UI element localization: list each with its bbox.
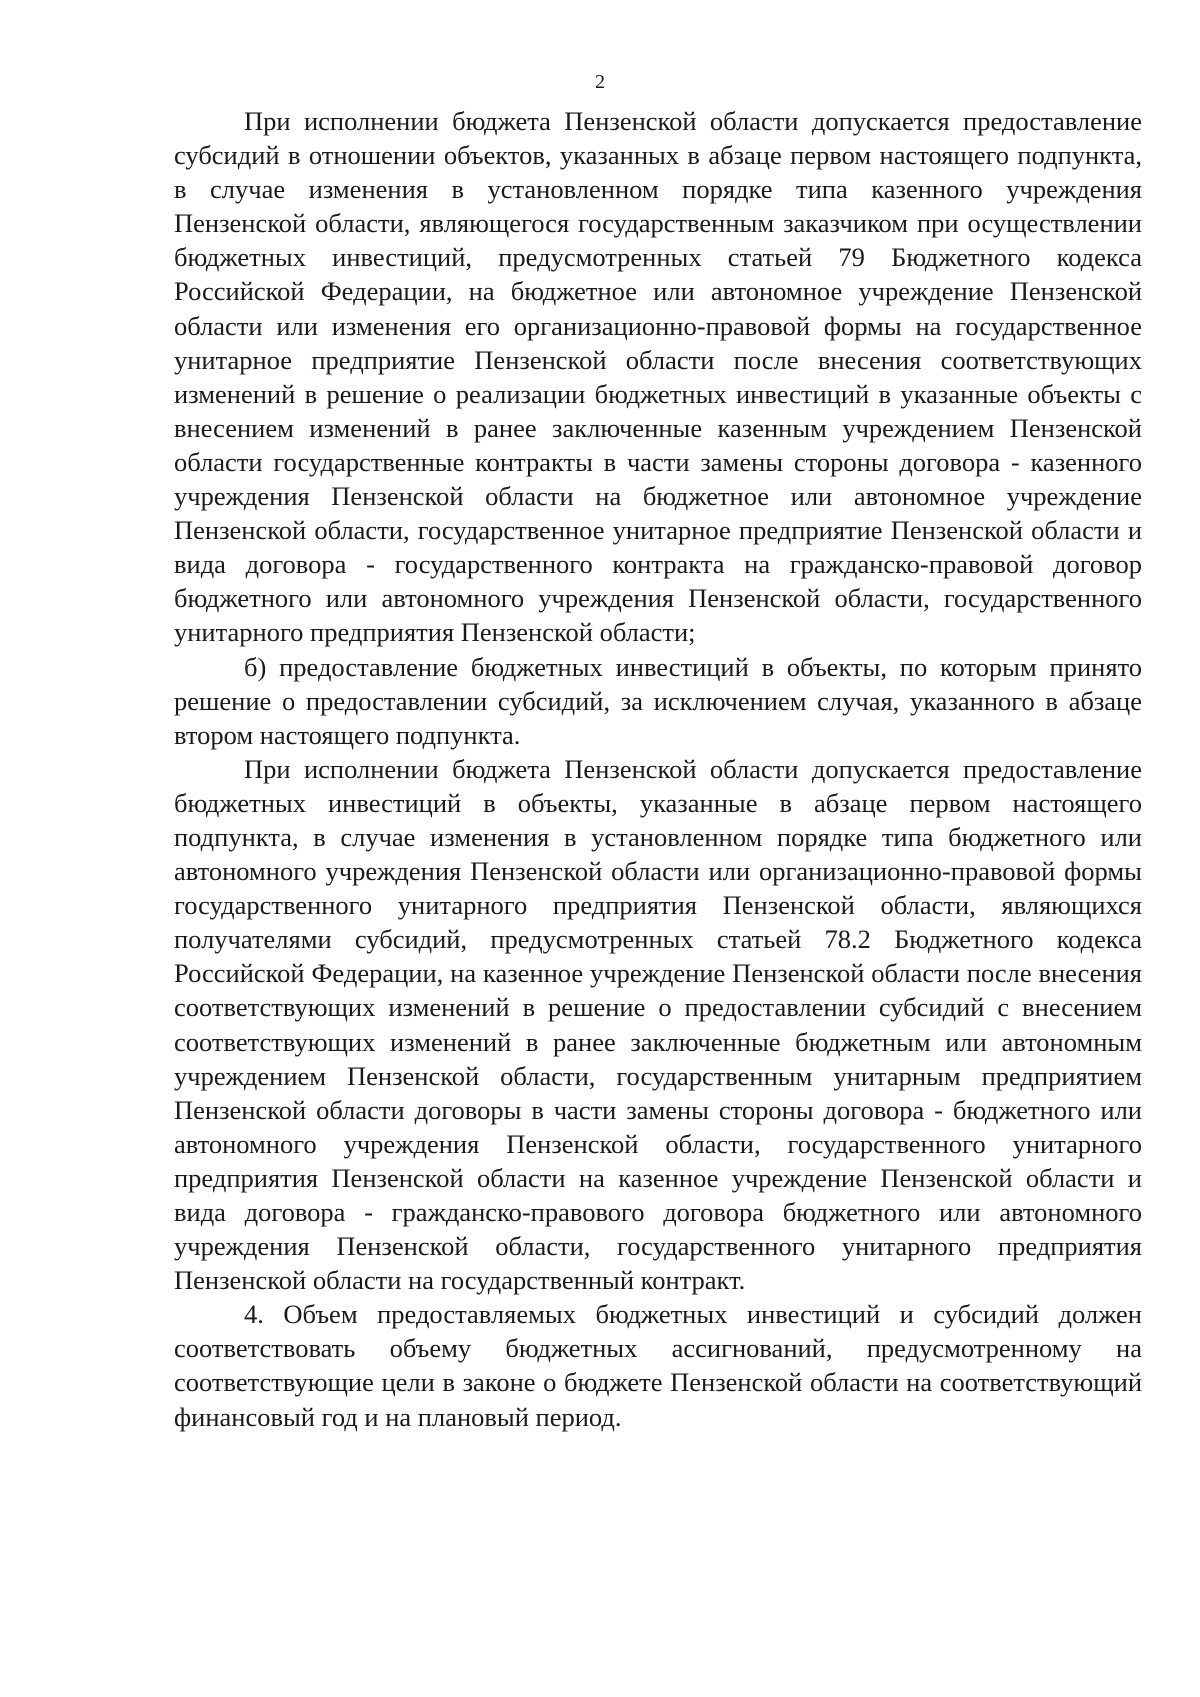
paragraph-subsidies-exception: При исполнении бюджета Пензенской области допускается предоставление субсидий в отношении объектов, указанных в абзаце первом настоящего подпункта, в случае изменения в установленном порядке типа казенного учреждения Пензенской области, являющегося государственным заказчиком при осуществлении бюджетных инвестиций, предусмотренных статьей 79 Бюджетного кодекса Российской Федерации, на бюджетное или автономное учреждение Пензенской области или изменения его организационно-правовой формы на государственное унитарное предприятие Пензенской области после внесения соответствующих изменений в решение о реализации бюджетных инвестиций в указанные объекты с внесением изменений в ранее заключенные казенным учреждением Пензенской области государственные контракты в части замены стороны договора - казенного учреждения Пензенской области на бюджетное или автономное учреждение Пензенской области, государственное унитарное предприятие Пензенской области и вида договора - государственного контракта на гражданско-правовой договор бюджетного или автономного учреждения Пензенской области, государственного унитарного предприятия Пензенской области; [174,106,1142,648]
paragraph-investments-exception: При исполнении бюджета Пензенской области допускается предоставление бюджетных инвестиций в объекты, указанные в абзаце первом настоящего подпункта, в случае изменения в установленном порядке типа бюджетного или автономного учреждения Пензенской области или организационно-правовой формы государственного унитарного предприятия Пензенской области, являющихся получателями субсидий, предусмотренных статьей 78.2 Бюджетного кодекса Российской Федерации, на казенное учреждение Пензенской области после внесения соответствующих изменений в решение о предоставлении субсидий с внесением соответствующих изменений в ранее заключенные бюджетным или автономным учреждением Пензенской области, государственным унитарным предприятием Пензенской области договоры в части замены стороны договора - бюджетного или автономного учреждения Пензенской области, государственного унитарного предприятия Пензенской области на казенное учреждение Пензенской области и вида договора - гражданско-правового договора бюджетного или автономного учреждения Пензенской области, государственного унитарного предприятия Пензенской области на государственный контракт. [174,753,1142,1296]
document-body [174,104,1142,1434]
page-number: 2 [595,71,605,93]
paragraph-item-b: б) предоставление бюджетных инвестиций в объекты, по которым принято решение о предоставлении субсидий, за исключением случая, указанного в абзаце втором настоящего подпункта. [174,651,1142,750]
paragraph-item-4: 4. Объем предоставляемых бюджетных инвестиций и субсидий должен соответствовать объему бюджетных ассигнований, предусмотренному на соответствующие цели в законе о бюджете Пензенской области на соответствующий финансовый год и на плановый период. [174,1299,1142,1432]
